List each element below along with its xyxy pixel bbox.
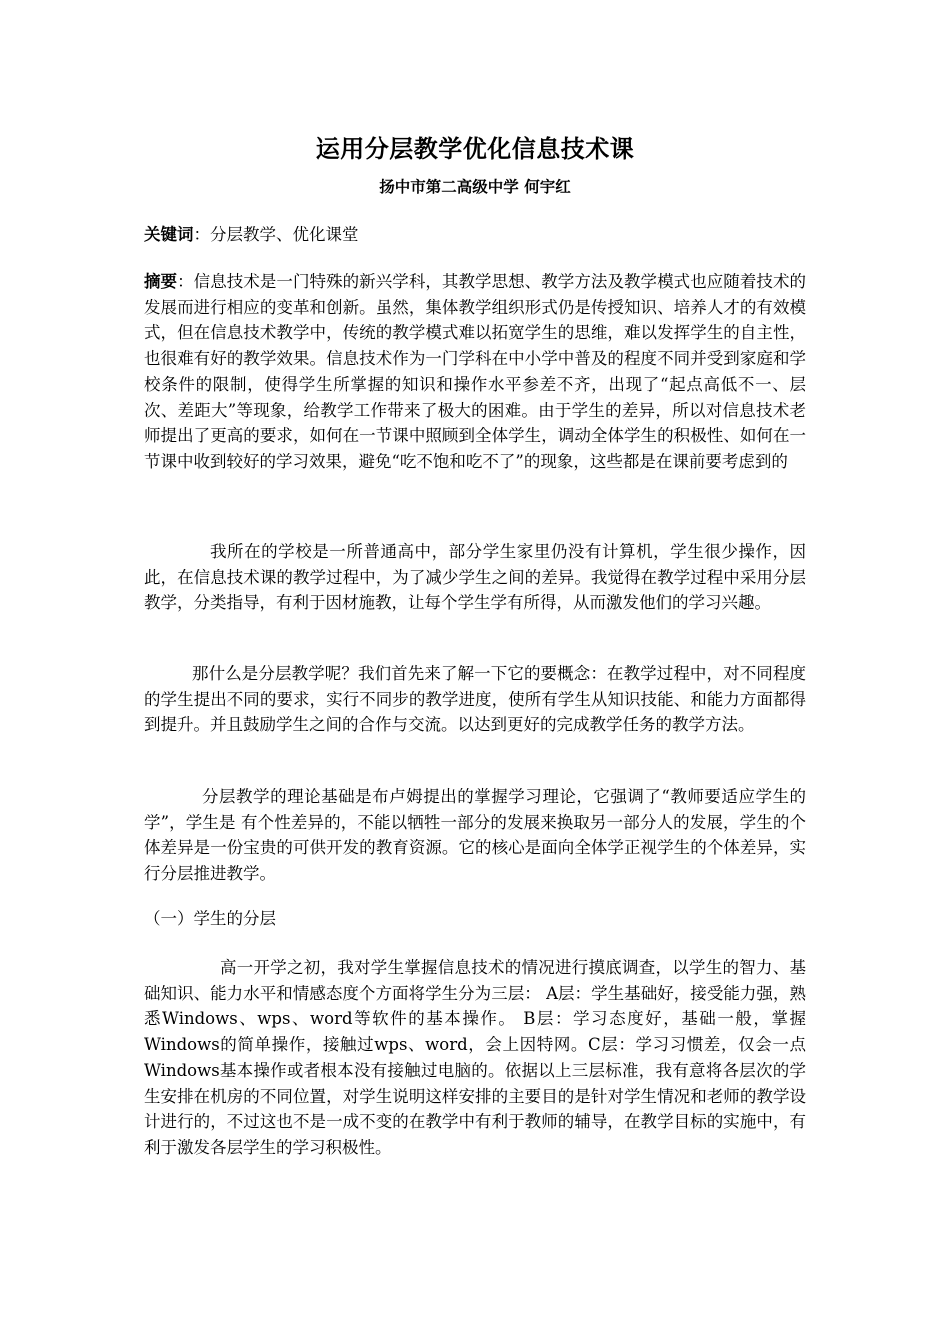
document-title: 运用分层教学优化信息技术课 — [315, 135, 635, 163]
abstract-paragraph — [144, 269, 806, 475]
section-heading-1: （一）学生的分层 — [144, 909, 276, 928]
section-1-paragraph: 高一开学之初，我对学生掌握信息技术的情况进行摸底调查，以学生的智力、基础知识、能力水平和情感态度个方面将学生分为三层： A层：学生基础好，接受能力强，熟悉Windows、wps、word等软件的基本操作。 B层：学习态度好，基础一般，掌握Windows的简单操作，接触过wps、word，会上因特网。C层：学习习惯差，仅会一点Windows基本操作或者根本没有接触过电脑的。依据以上三层标准，我有意将各层次的学生安排在机房的不同位置，对学生说明这样安排的主要目的是针对学生情况和老师的教学设计进行的，不过这也不是一成不变的在教学中有利于教师的辅导，在教学目标的实施中，有利于激发各层学生的学习积极性。 — [144, 958, 806, 1157]
body-paragraph-3: 分层教学的理论基础是布卢姆提出的掌握学习理论，它强调了“教师要适应学生的学”，学生是 有个性差异的，不能以牺牲一部分的发展来换取另一部分人的发展，学生的个体差异是一份宝贵的可供开发的教育资源。它的核心是面向全体学正视学生的个体差异，实行分层推进教学。 — [144, 787, 806, 884]
keywords-text: ：分层教学、优化课堂 — [193, 225, 359, 244]
abstract-label: 摘要 — [144, 272, 178, 291]
abstract-text: ：信息技术是一门特殊的新兴学科，其教学思想、教学方法及教学模式也应随着技术的发展而进行相应的变革和创新。虽然，集体教学组织形式仍是传授知识、培养人才的有效模式，但在信息技术教学中，传统的教学模式难以拓宽学生的思维，难以发挥学生的自主性，也很难有好的教学效果。信息技术作为一门学科在中小学中普及的程度不同并受到家庭和学校条件的限制，使得学生所掌握的知识和操作水平参差不齐，出现了“起点高低不一、层次、差距大”等现象，给教学工作带来了极大的困难。由于学生的差异，所以对信息技术老师提出了更高的要求，如何在一节课中照顾到全体学生，调动全体学生的积极性、如何在一节课中收到较好的学习效果，避免“吃不饱和吃不了”的现象，这些都是在课前要考虑到的 — [144, 272, 807, 471]
document-author: 扬中市第二高级中学 何宇红 — [379, 178, 571, 196]
keywords-line — [144, 222, 806, 248]
body-paragraph-1: 我所在的学校是一所普通高中，部分学生家里仍没有计算机，学生很少操作，因此，在信息技术课的教学过程中，为了减少学生之间的差异。我觉得在教学过程中采用分层教学，分类指导，有利于因材施教，让每个学生学有所得，从而激发他们的学习兴趣。 — [144, 542, 806, 613]
body-paragraph-2: 那什么是分层教学呢？我们首先来了解一下它的要概念：在教学过程中，对不同程度的学生提出不同的要求，实行不同步的教学进度，使所有学生从知识技能、和能力方面都得到提升。并且鼓励学生之间的合作与交流。以达到更好的完成教学任务的教学方法。 — [144, 664, 806, 735]
keywords-label: 关键词 — [144, 225, 194, 244]
